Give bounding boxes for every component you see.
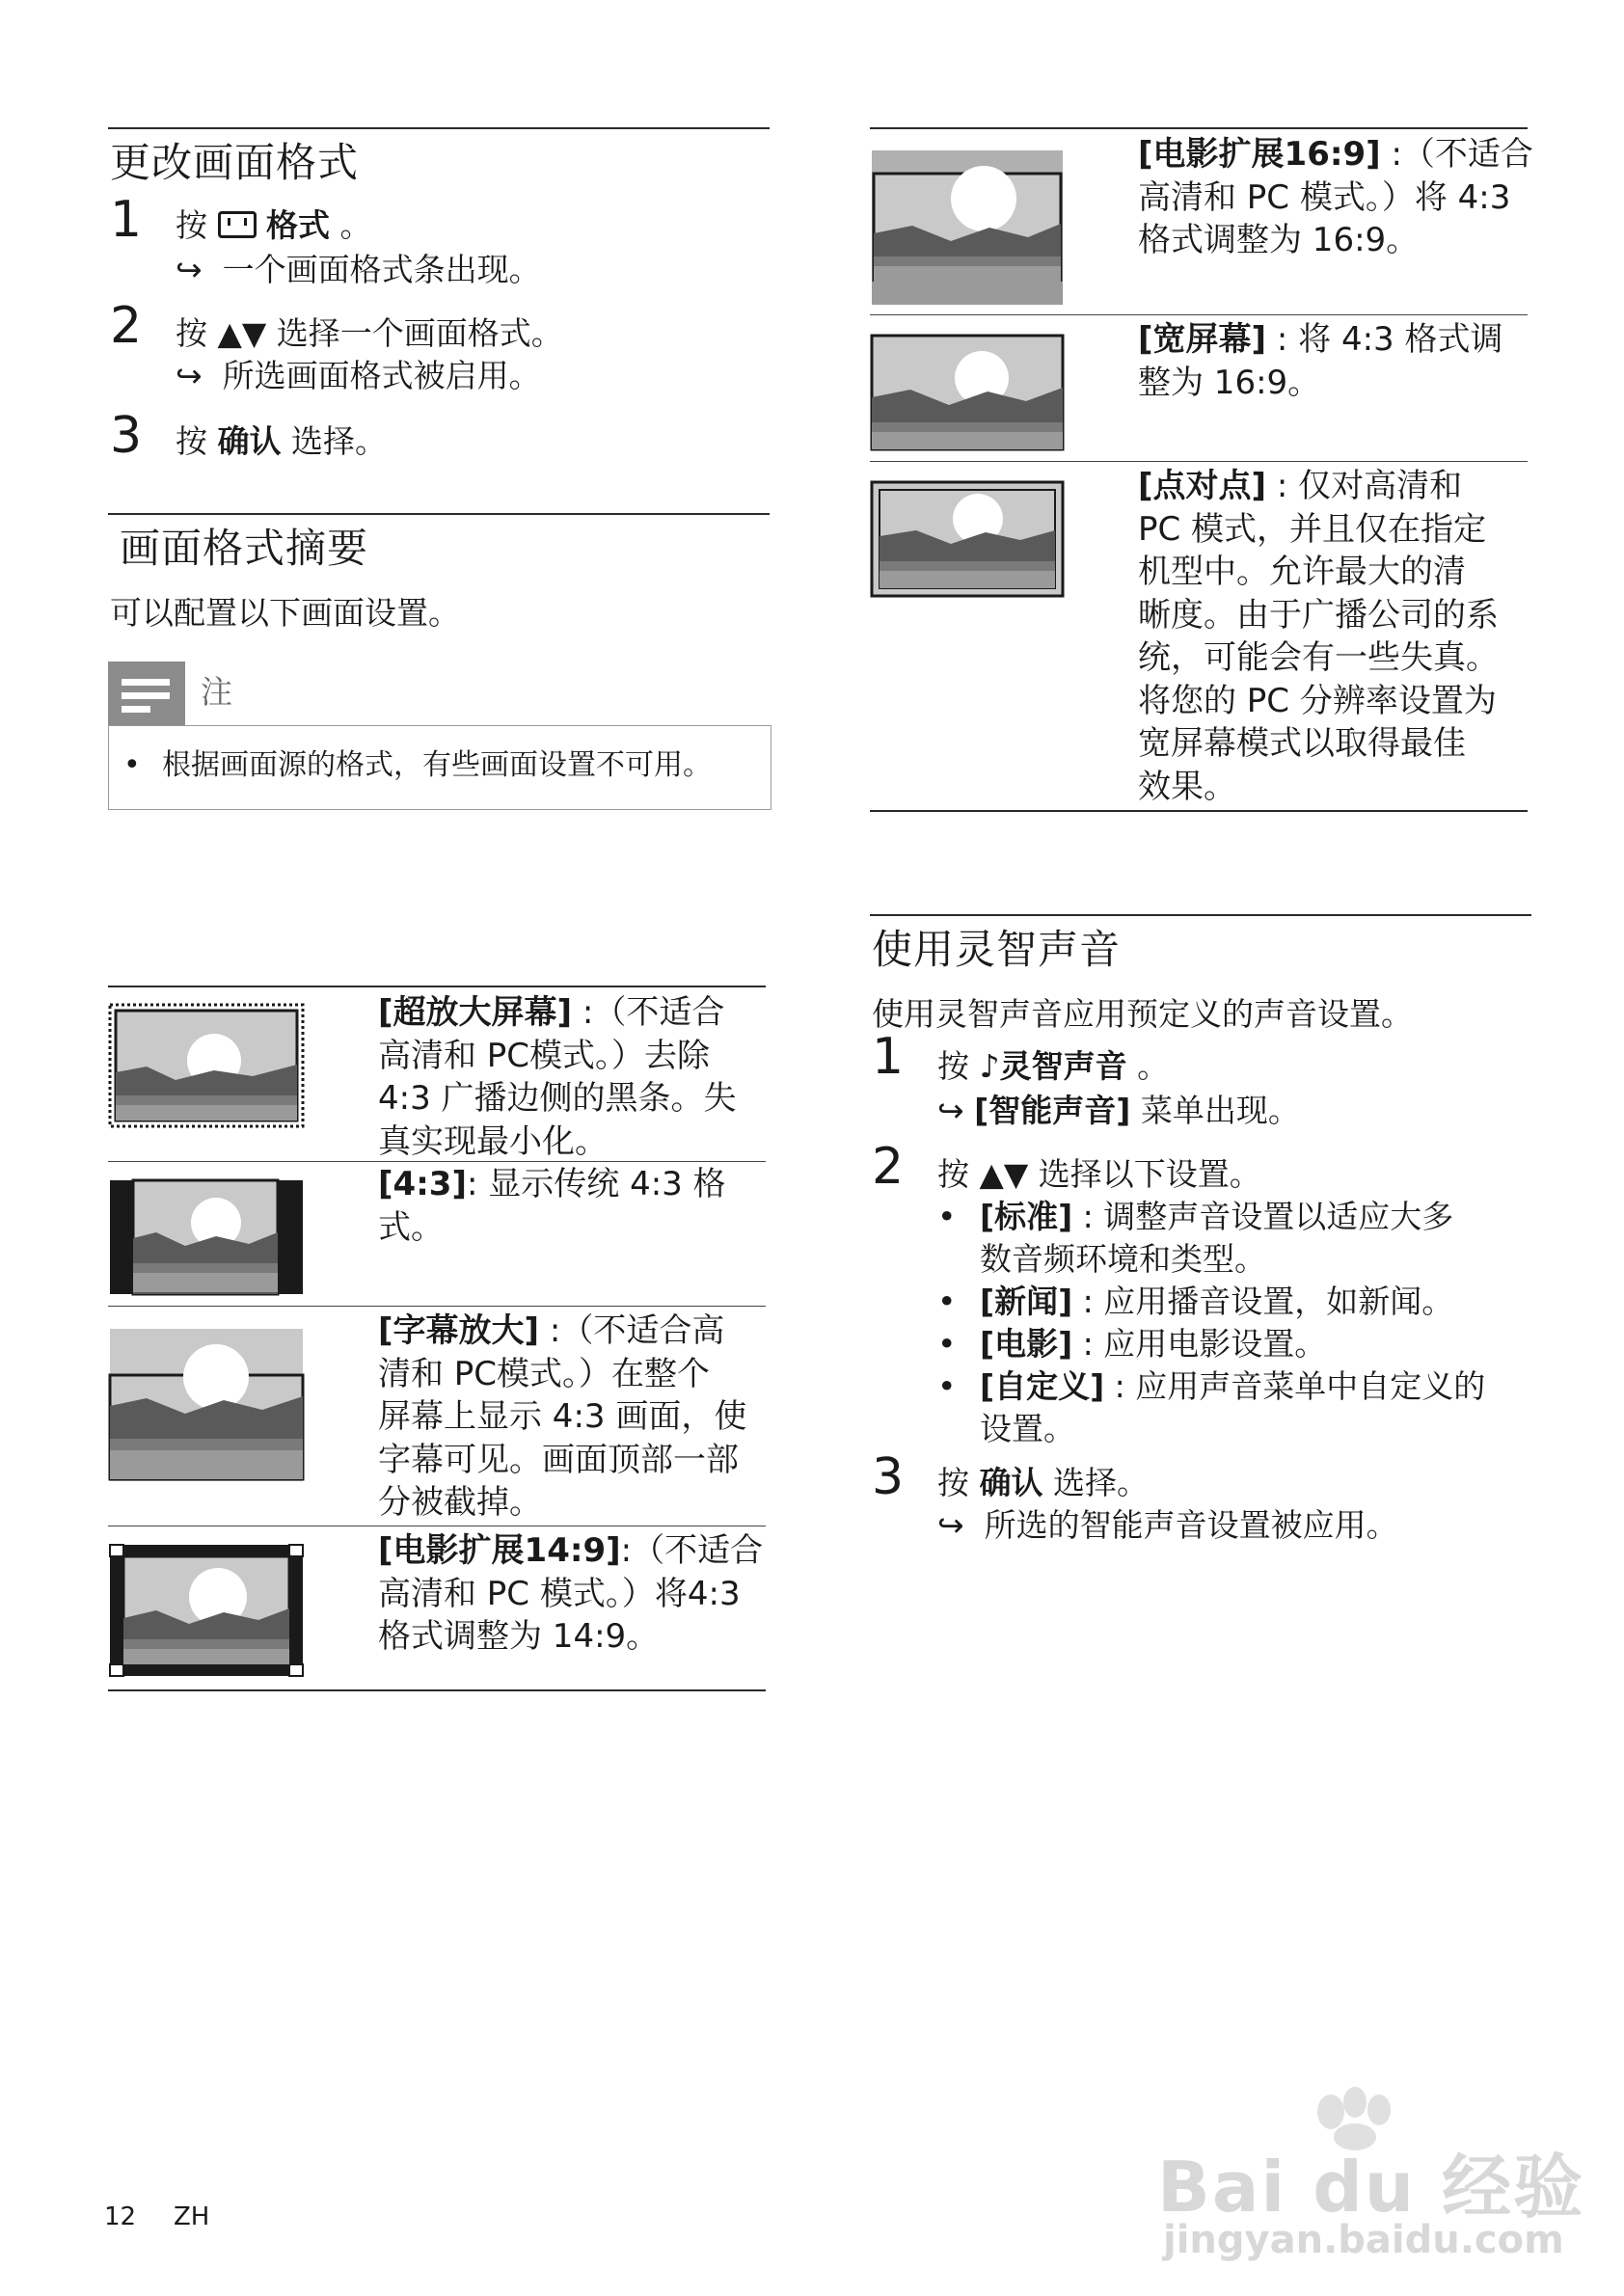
step-number: 1 — [110, 191, 143, 249]
music-note-icon: ♪ — [979, 1047, 1000, 1085]
result-arrow-icon: ↪ — [176, 251, 203, 288]
row-divider — [870, 461, 1528, 462]
intro-text: 使用灵智声音应用预定义的声音设置。 — [872, 995, 1413, 1033]
section-rule — [108, 127, 770, 129]
pixel-to-pixel-illustration — [870, 480, 1065, 598]
step-text: 按 格式 。 — [176, 206, 372, 244]
wide-screen-illustration — [870, 334, 1065, 451]
step-result: ↪ 一个画面格式条出现。 — [176, 251, 541, 288]
watermark-brand: Bai du 经验 — [1157, 2147, 1585, 2228]
format-desc: [点对点] : 仅对高清和 PC 模式，并且仅在指定 机型中。允许最大的清 晰度。由于广播公司的系 统，可能会有一些失真。 将您的 PC 分辨率设置为 宽屏幕模式以取得最佳 效果。 — [1138, 467, 1499, 806]
note-icon — [108, 662, 185, 725]
table-rule — [870, 127, 1528, 129]
section-rule — [108, 513, 770, 515]
step-number: 3 — [110, 407, 143, 465]
step-text: 按 ▲▼ 选择一个画面格式。 — [176, 314, 563, 352]
option-item: • [标准] : 调整声音设置以适应大多 — [937, 1198, 1454, 1235]
page-number: 12 — [104, 2202, 137, 2231]
result-arrow-icon: ↪ — [937, 1092, 964, 1129]
result-arrow-icon: ↪ — [176, 357, 203, 394]
step-text: 按 ♪灵智声音 。 — [937, 1047, 1170, 1085]
step-result: ↪ [智能声音] 菜单出现。 — [937, 1092, 1300, 1129]
step-result: ↪ 所选的智能声音设置被应用。 — [937, 1506, 1398, 1544]
row-divider — [108, 1306, 766, 1307]
format-key-label: 格式 — [266, 206, 330, 244]
language-code: ZH — [174, 2202, 210, 2231]
row-divider — [108, 1161, 766, 1162]
format-desc: [电影扩展16:9] :（不适合 高清和 PC 模式。）将 4:3 格式调整为 16:9。 — [1138, 135, 1533, 259]
step-text: 按 ▲▼ 选择以下设置。 — [937, 1155, 1261, 1193]
table-rule — [870, 810, 1528, 812]
movie-expand-16-9-illustration — [870, 149, 1065, 307]
result-arrow-icon: ↪ — [937, 1506, 964, 1544]
step-number: 2 — [872, 1138, 905, 1196]
format-desc: [电影扩展14:9]:（不适合 高清和 PC 模式。）将4:3 格式调整为 14:9。 — [378, 1531, 764, 1656]
step-result: ↪ 所选画面格式被启用。 — [176, 357, 541, 394]
format-desc: [超放大屏幕] :（不适合 高清和 PC模式。）去除 4:3 广播边侧的黑条。失 真实现最小化。 — [378, 993, 737, 1161]
section-title: 使用灵智声音 — [872, 926, 1122, 973]
table-rule — [108, 986, 766, 987]
step-number: 2 — [110, 297, 143, 355]
ratio-4-3-illustration — [108, 1178, 305, 1296]
option-item-cont: 设置。 — [980, 1410, 1075, 1447]
subtitle-zoom-illustration — [108, 1327, 305, 1483]
option-item: • [电影] : 应用电影设置。 — [937, 1325, 1327, 1363]
format-desc: [4:3]: 显示传统 4:3 格 式。 — [378, 1165, 726, 1247]
step-number: 3 — [872, 1448, 905, 1506]
format-desc: [宽屏幕] : 将 4:3 格式调 整为 16:9。 — [1138, 320, 1503, 402]
section-rule — [870, 914, 1531, 916]
option-item: • [新闻] : 应用播音设置，如新闻。 — [937, 1283, 1454, 1320]
note-label: 注 — [201, 673, 232, 711]
step-number: 1 — [872, 1028, 905, 1086]
table-rule — [108, 1689, 766, 1691]
section-title: 画面格式摘要 — [120, 525, 369, 572]
note-text: • 根据画面源的格式，有些画面设置不可用。 — [123, 748, 712, 782]
format-key-icon — [218, 211, 257, 238]
option-item-cont: 数音频环境和类型。 — [980, 1240, 1266, 1278]
option-item: • [自定义] : 应用声音菜单中自定义的 — [937, 1367, 1486, 1405]
step-text: 按 确认 选择。 — [176, 422, 387, 460]
watermark-url: jingyan.baidu.com — [1163, 2218, 1564, 2262]
row-divider — [870, 314, 1528, 315]
super-zoom-illustration — [108, 1003, 305, 1128]
movie-expand-14-9-illustration — [108, 1543, 305, 1678]
section-title: 更改画面格式 — [110, 139, 360, 186]
intro-text: 可以配置以下画面设置。 — [110, 594, 460, 632]
format-desc: [字幕放大] :（不适合高 清和 PC模式。）在整个 屏幕上显示 4:3 画面，使 字幕可见。画面顶部一部 分被截掉。 — [378, 1311, 747, 1522]
step-text: 按 确认 选择。 — [937, 1464, 1149, 1501]
